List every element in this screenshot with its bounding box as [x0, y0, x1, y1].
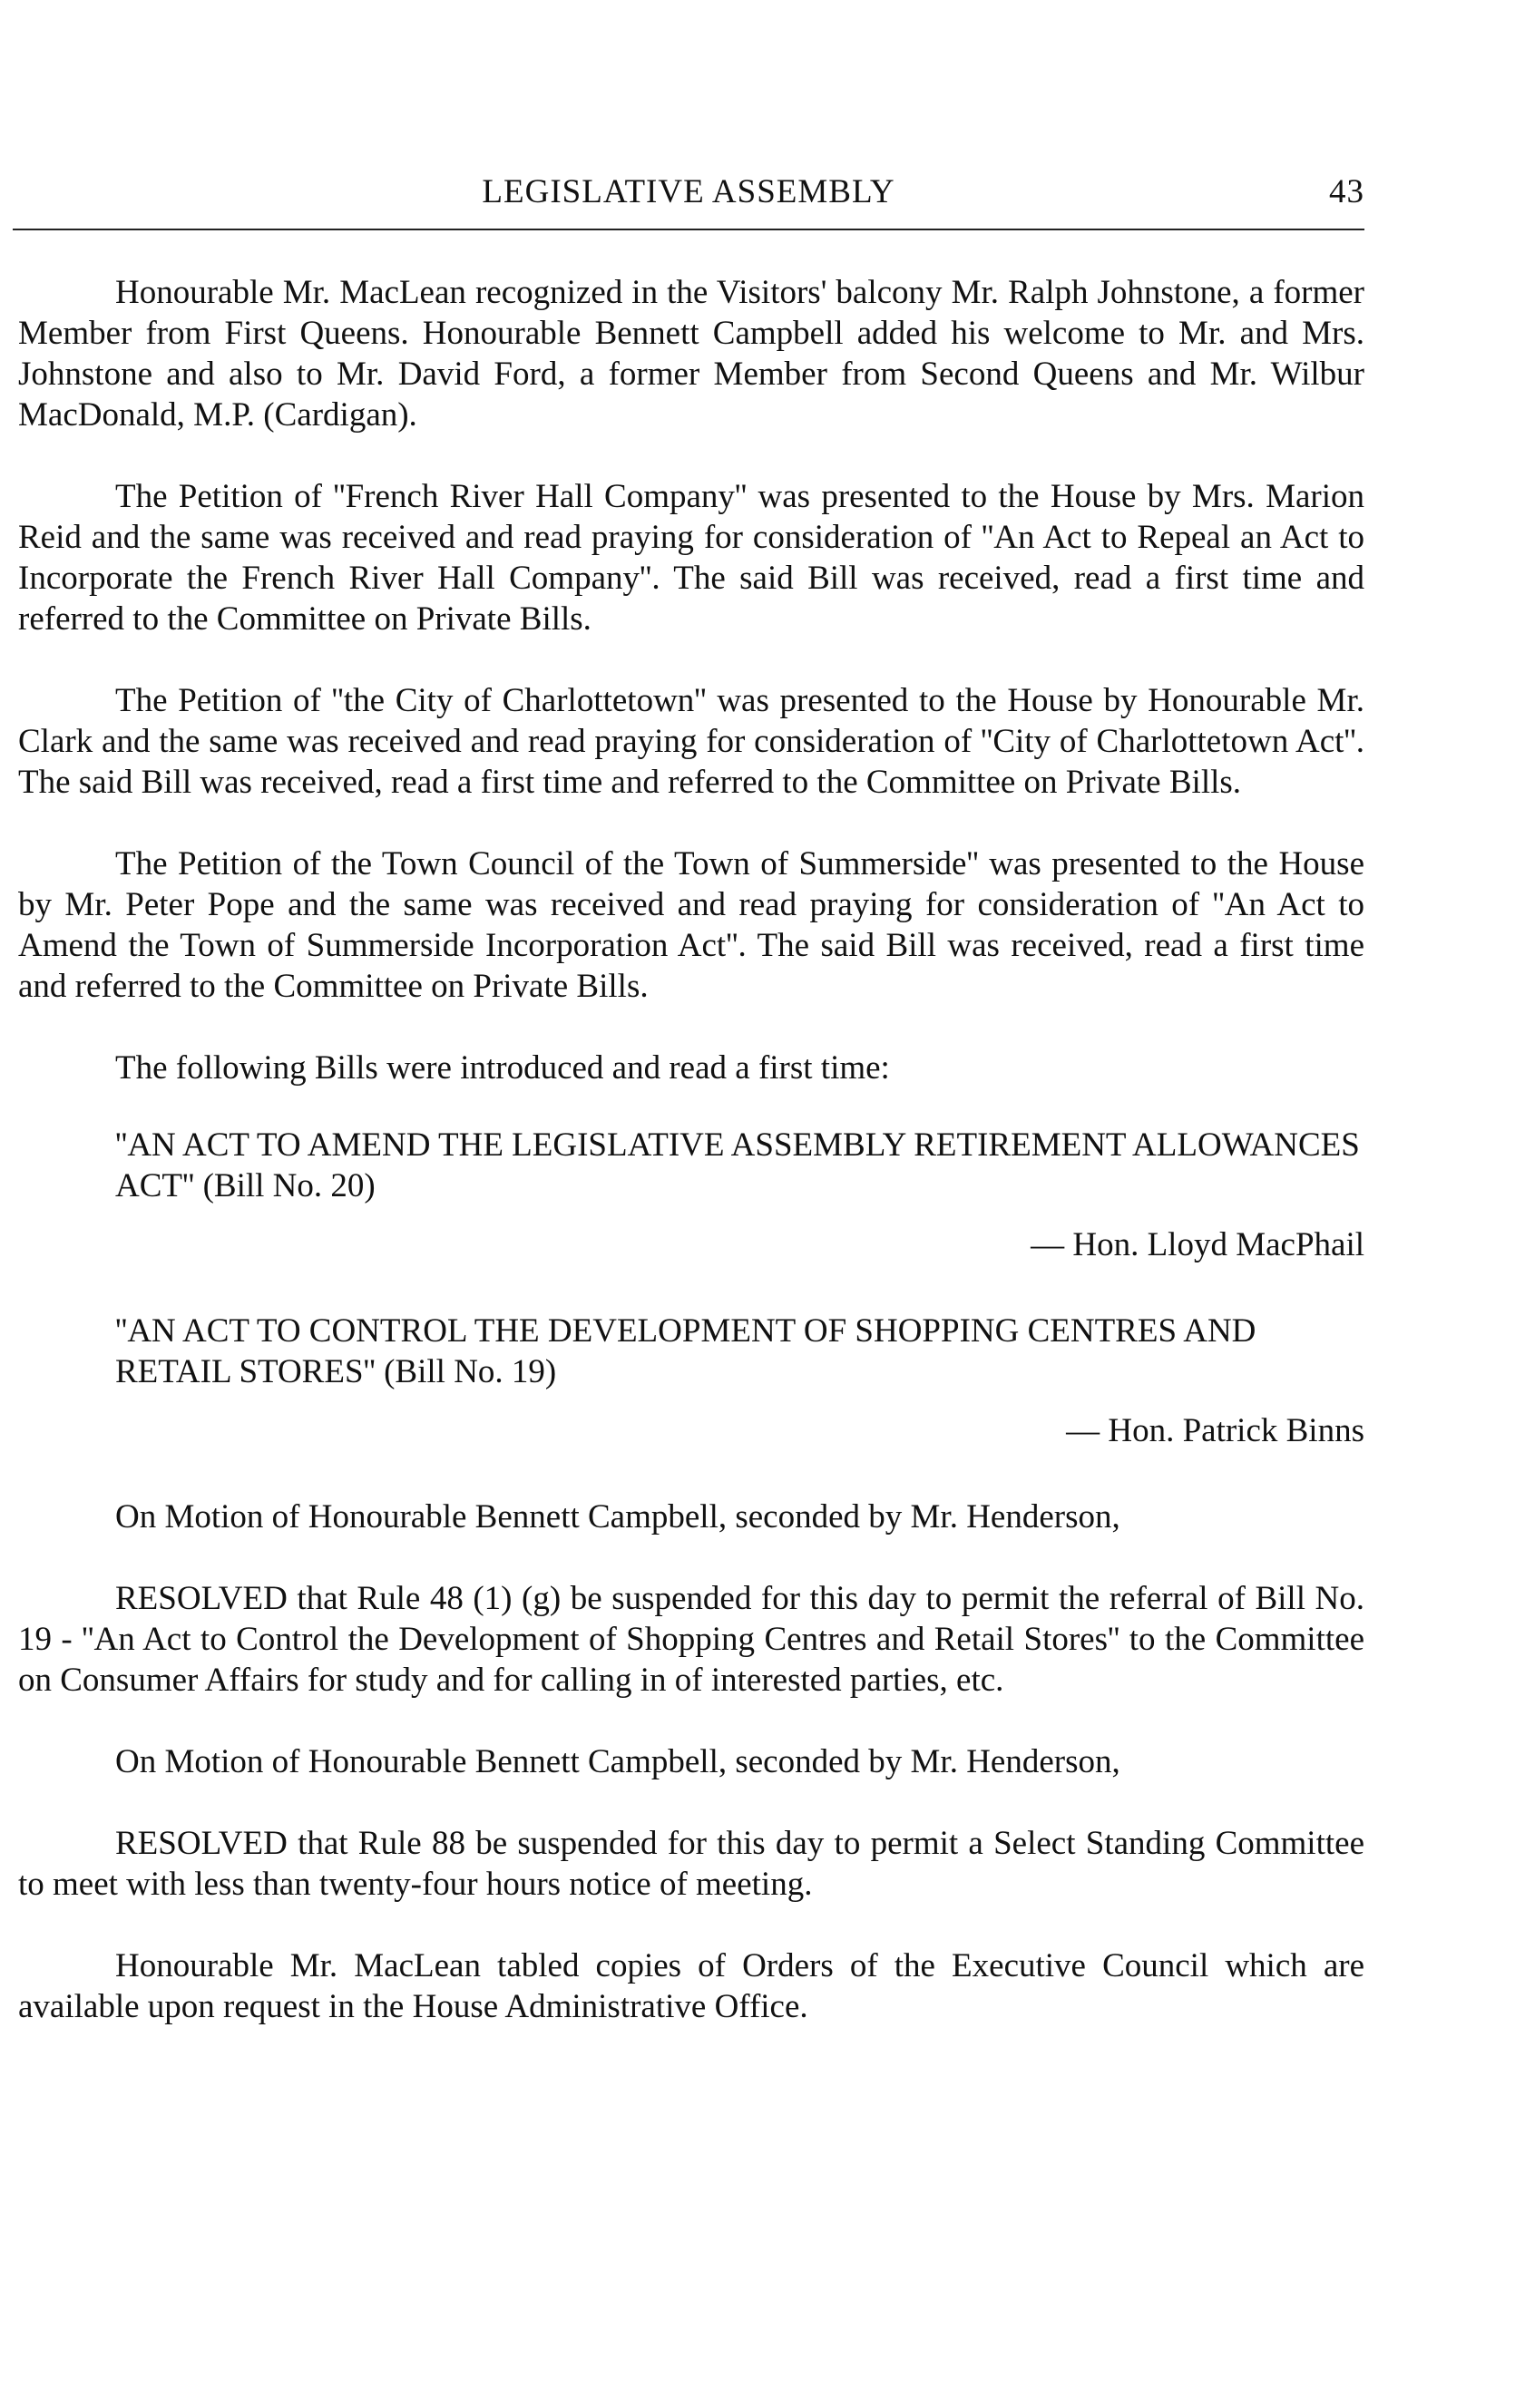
paragraph-visitors: Honourable Mr. MacLean recognized in the Visitors' balcony Mr. Ralph Johnstone, a former Member from First Queens. Honourable Bennett Campbell added his welcome to Mr. and Mrs. Johnstone and also to Mr. David Ford, a former Member from Second Queens and Mr. Wilbur MacDonald, M.P. (Cardigan).	[18, 274, 1364, 434]
paragraph-petition-charlottetown: The Petition of ''the City of Charlottetown'' was presented to the House by Honourable Mr. Clark and the same was received and read praying for consideration of ''City of Charlottetown Act''. The said Bill was received, read a first time and referred to the Committee on Private Bills.	[18, 682, 1364, 801]
paragraph-motion-2: On Motion of Honourable Bennett Campbell, seconded by Mr. Henderson,	[115, 1743, 1120, 1780]
paragraph-resolved-rule-48: RESOLVED that Rule 48 (1) (g) be suspended for this day to permit the referral of Bill No. 19 - ''An Act to Control the Development of Shopping Centres and Retail Stores'' to the Committee on Consumer Affairs for study and for calling in of interested parties, etc.	[18, 1580, 1364, 1699]
paragraph-resolved-rule-88: RESOLVED that Rule 88 be suspended for this day to permit a Select Standing Committee to meet with less than twenty-four hours notice of meeting.	[18, 1825, 1364, 1903]
bill-sponsor-19: — Hon. Patrick Binns	[1066, 1412, 1364, 1449]
header-rule	[13, 229, 1364, 230]
paragraph-petition-summerside: The Petition of the Town Council of the Town of Summerside'' was presented to the House by Mr. Peter Pope and the same was received and read praying for consideration of ''An Act to Amend the Town of Summerside Incorporation Act''. The said Bill was received, read a first time and referred to the Committee on Private Bills.	[18, 845, 1364, 1005]
bill-sponsor-20: — Hon. Lloyd MacPhail	[1031, 1226, 1364, 1263]
bill-title-19: ''AN ACT TO CONTROL THE DEVELOPMENT OF SHOPPING CENTRES AND RETAIL STORES'' (Bill No. 19)	[115, 1312, 1256, 1390]
bill-title-20: ''AN ACT TO AMEND THE LEGISLATIVE ASSEMBLY RETIREMENT ALLOWANCES ACT'' (Bill No. 20)	[115, 1126, 1360, 1204]
document-body	[18, 272, 1364, 2068]
page-number: 43	[1329, 173, 1364, 210]
paragraph-bills-intro: The following Bills were introduced and read a first time:	[115, 1049, 890, 1087]
paragraph-tabled-orders: Honourable Mr. MacLean tabled copies of Orders of the Executive Council which are available upon request in the House Administrative Office.	[18, 1947, 1364, 2025]
paragraph-petition-french-river: The Petition of ''French River Hall Company'' was presented to the House by Mrs. Marion Reid and the same was received and read praying for consideration of ''An Act to Repeal an Act to Incorporate the French River Hall Company''. The said Bill was received, read a first time and referred to the Committee on Private Bills.	[18, 478, 1364, 638]
header-title: LEGISLATIVE ASSEMBLY	[482, 173, 895, 210]
paragraph-motion-1: On Motion of Honourable Bennett Campbell, seconded by Mr. Henderson,	[115, 1498, 1120, 1535]
running-header	[13, 172, 1364, 227]
